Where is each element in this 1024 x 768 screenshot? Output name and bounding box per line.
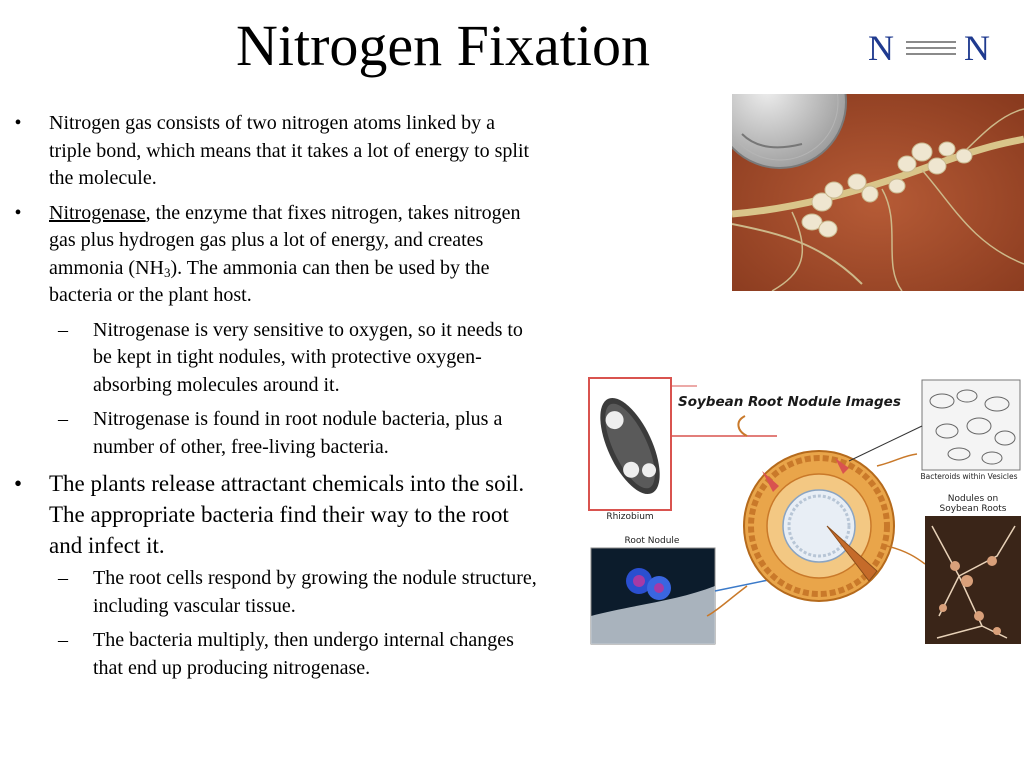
bond-line-icon	[906, 47, 956, 49]
rhizobium-label: Rhizobium	[606, 512, 654, 522]
dash-marker: –	[58, 629, 68, 651]
bullet-item	[8, 200, 538, 310]
bullet-item	[8, 110, 538, 193]
nodule-cross-section-icon	[744, 451, 894, 601]
bullet-marker: •	[14, 201, 22, 224]
slide-title: Nitrogen Fixation	[235, 13, 650, 78]
sub-bullet-text: The root cells respond by growing the nodule structure, including vascular tissue.	[93, 567, 537, 617]
bullet-item	[8, 468, 538, 561]
sub-bullet-text: The bacteria multiply, then undergo internal changes that end up producing nitrogenase.	[93, 629, 514, 679]
sub-bullet-item	[53, 406, 538, 461]
bullet-marker: •	[13, 471, 23, 496]
dinitrogen-formula	[866, 28, 1000, 68]
bullet-marker: •	[14, 112, 22, 134]
subscript: 3	[163, 264, 171, 280]
bullet-text: ). The ammonia can then be used by the bacteria or the plant host.	[49, 256, 490, 306]
sub-bullet-item	[53, 317, 538, 400]
bond-line-icon	[906, 41, 956, 43]
formula-left-atom: N	[868, 28, 894, 68]
formula-right-atom: N	[964, 28, 990, 68]
diagram-title: Soybean Root Nodule Images	[678, 394, 901, 410]
root-nodule-photo	[732, 94, 1024, 291]
slide-body	[8, 110, 538, 689]
dash-marker: –	[58, 318, 68, 341]
root-nodule-label: Root Nodule	[624, 536, 680, 546]
soybean-root-nodule-diagram	[587, 376, 1024, 648]
bullet-text: , the enzyme that fixes nitrogen, takes nitrogen gas plus hydrogen gas plus a lot of energy, and creates ammonia (NH	[49, 201, 521, 279]
dash-marker: –	[58, 567, 68, 589]
nodules-on-roots-label	[923, 494, 1023, 514]
root-photo-illustration	[732, 94, 1024, 291]
nitrogenase-term: Nitrogenase	[49, 201, 146, 224]
nodules-label-line1: Nodules on	[947, 494, 999, 504]
sub-bullet-text: Nitrogenase is very sensitive to oxygen, so it needs to be kept in tight nodules, with protective oxygen-absorbing molecules around it.	[93, 318, 523, 396]
sub-bullet-text: Nitrogenase is found in root nodule bacteria, plus a number of other, free-living bacteria.	[93, 408, 503, 458]
bullet-text: The plants release attractant chemicals into the soil. The appropriate bacteria find their way to the root and infect it.	[49, 471, 525, 558]
sub-bullet-item	[53, 565, 538, 620]
bullet-text: Nitrogen gas consists of two nitrogen atoms linked by a triple bond, which means that it takes a lot of energy to split the molecule.	[49, 112, 530, 189]
dash-marker: –	[58, 408, 68, 430]
sub-bullet-item	[53, 627, 538, 682]
nodules-label-line2: Soybean Roots	[939, 504, 1007, 514]
bond-line-icon	[906, 53, 956, 55]
bacteroids-label: Bacteroids within Vesicles	[920, 472, 1018, 481]
